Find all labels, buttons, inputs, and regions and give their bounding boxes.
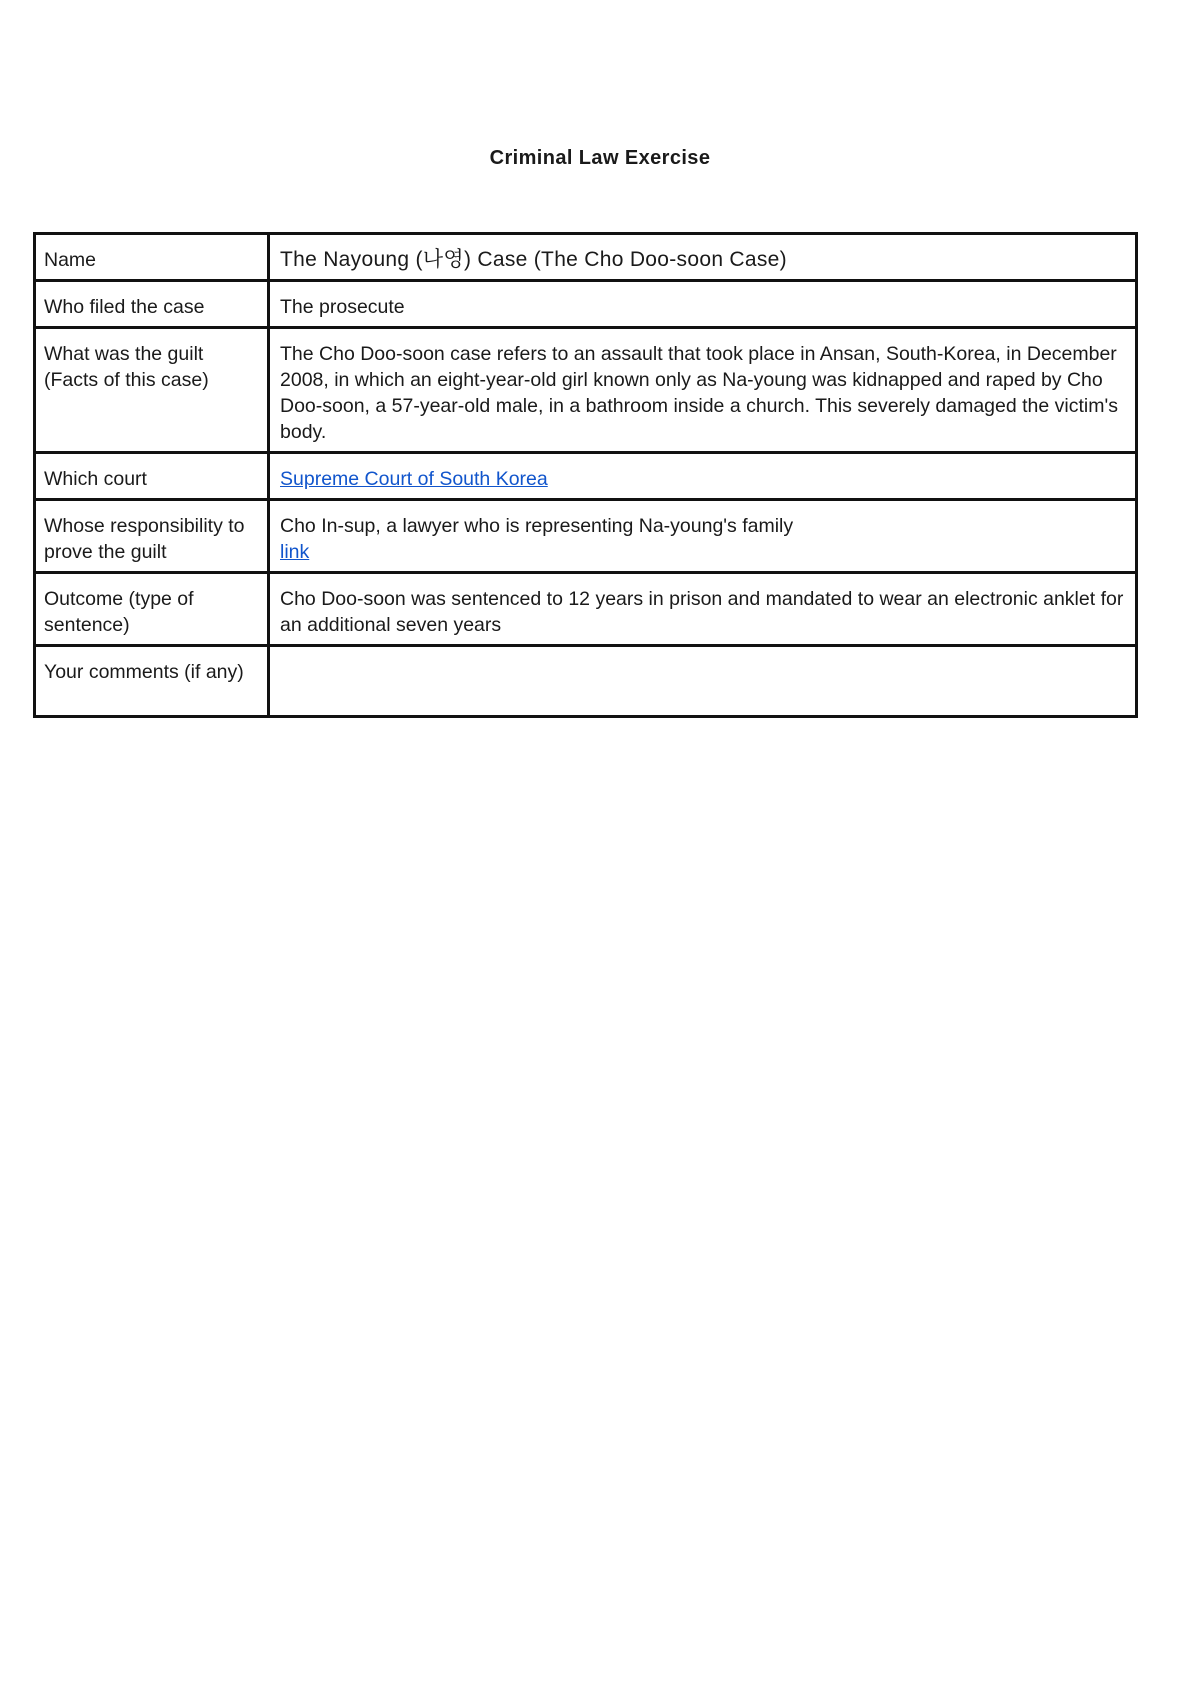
row-value-outcome: Cho Doo-soon was sentenced to 12 years in prison and mandated to wear an electronic anklet for an additional seven years — [269, 573, 1137, 646]
row-label-outcome: Outcome (type of sentence) — [35, 573, 269, 646]
table-row — [35, 234, 1137, 281]
table-row — [35, 500, 1137, 573]
row-label-comments: Your comments (if any) — [35, 646, 269, 717]
row-label-name: Name — [35, 234, 269, 281]
row-value-responsibility — [269, 500, 1137, 573]
row-value-who-filed: The prosecute — [269, 281, 1137, 328]
responsibility-text: Cho In-sup, a lawyer who is representing Na-young's family — [280, 515, 794, 537]
row-value-comments — [269, 646, 1137, 717]
row-value-guilt: The Cho Doo-soon case refers to an assault that took place in Ansan, South-Korea, in December 2008, in which an eight-year-old girl known only as Na-young was kidnapped and raped by Cho Doo-soon, a 57-year-old male, in a bathroom inside a church. This severely damaged the victim's body. — [269, 328, 1137, 453]
table-row — [35, 328, 1137, 453]
table-row — [35, 573, 1137, 646]
row-label-responsibility: Whose responsibility to prove the guilt — [35, 500, 269, 573]
row-value-name: The Nayoung (나영) Case (The Cho Doo-soon Case) — [269, 234, 1137, 281]
row-label-who-filed: Who filed the case — [35, 281, 269, 328]
table-row — [35, 453, 1137, 500]
table-row — [35, 281, 1137, 328]
case-info-table — [33, 232, 1138, 718]
page-title: Criminal Law Exercise — [489, 147, 711, 169]
row-value-court — [269, 453, 1137, 500]
table-row — [35, 646, 1137, 717]
row-label-guilt: What was the guilt (Facts of this case) — [35, 328, 269, 453]
row-label-court: Which court — [35, 453, 269, 500]
reference-link[interactable]: link — [280, 541, 310, 563]
supreme-court-link[interactable]: Supreme Court of South Korea — [280, 468, 548, 490]
